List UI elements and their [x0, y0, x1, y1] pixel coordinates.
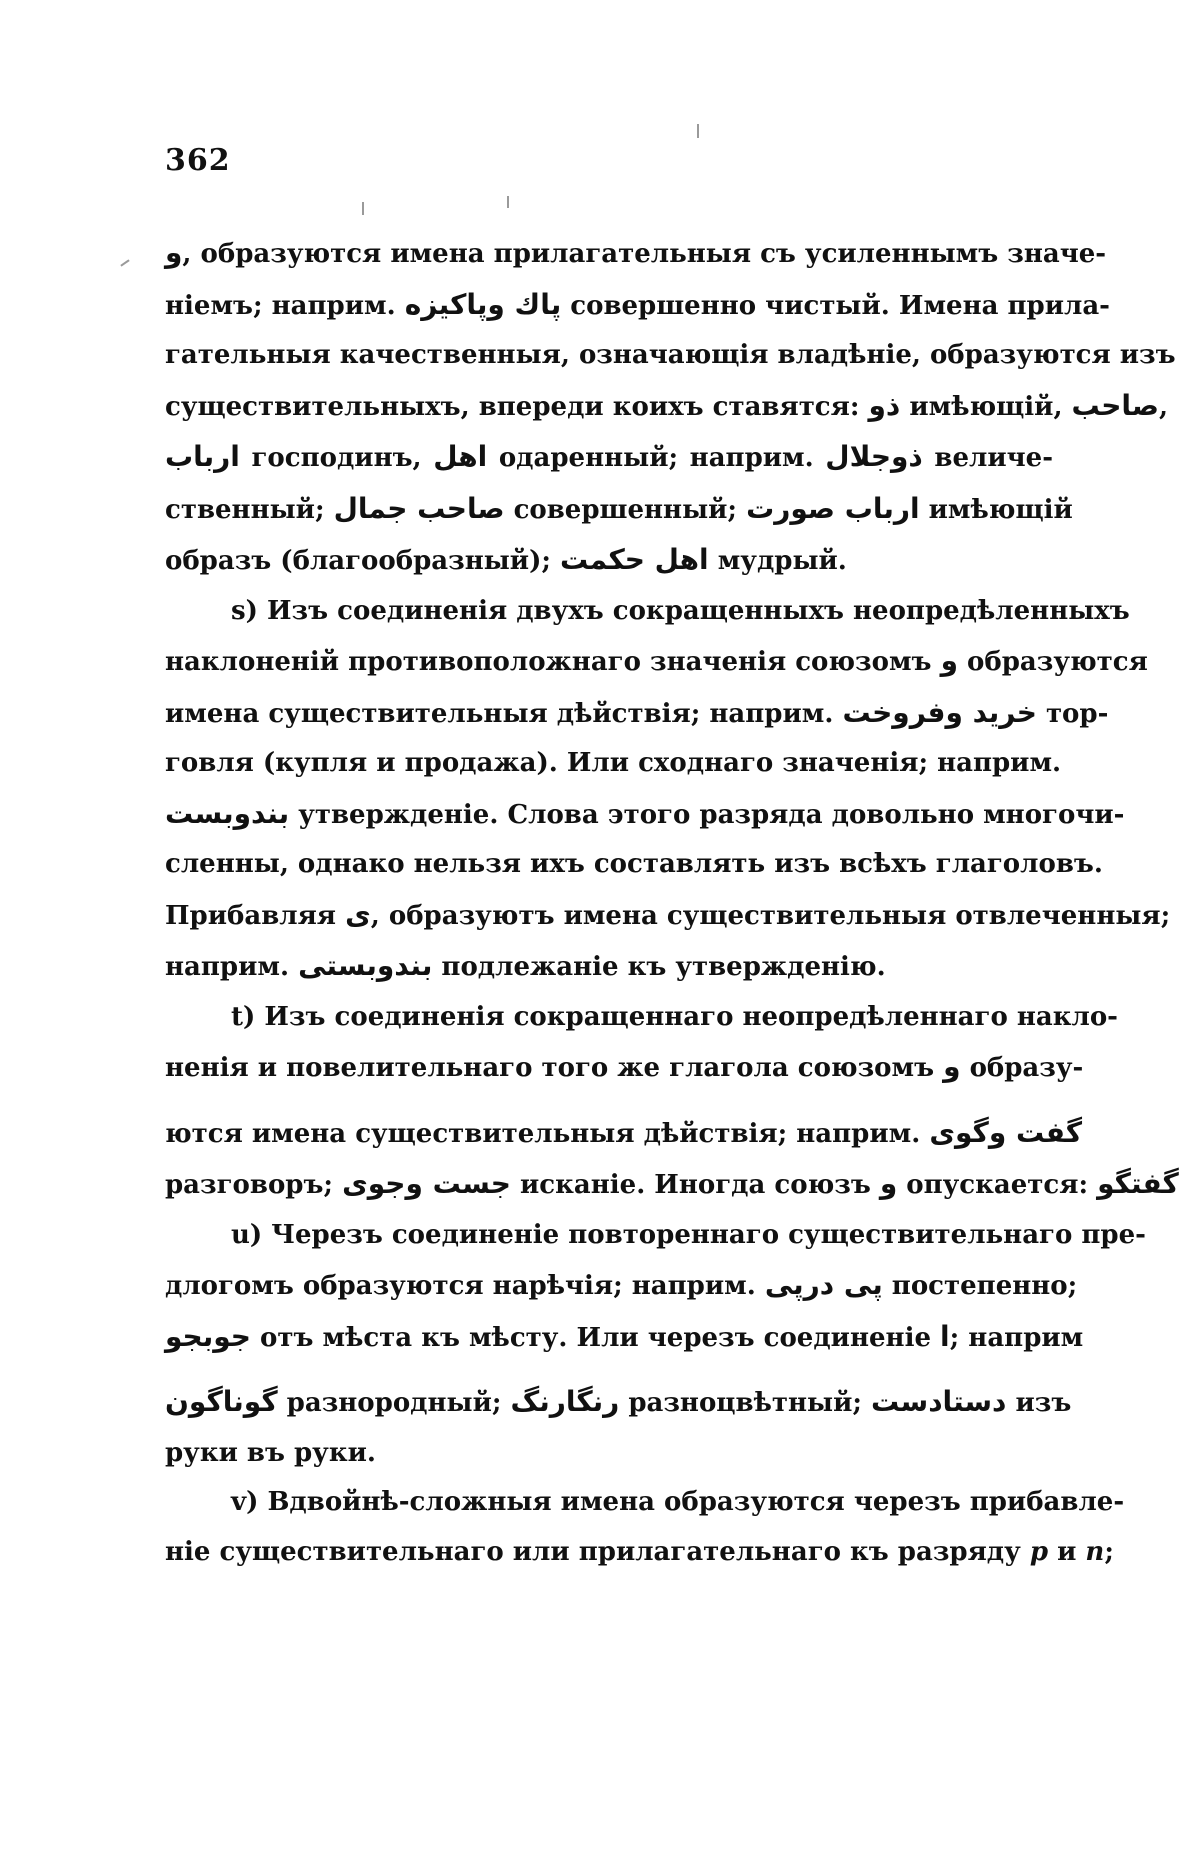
arabic-word: رنگارنگ: [510, 1385, 620, 1418]
scan-mark: [697, 124, 699, 138]
text-segment: образу-: [960, 1053, 1084, 1083]
arabic-word: خريد وفروخت: [842, 695, 1037, 729]
text-line: [165, 941, 1053, 993]
text-segment: и: [1048, 1536, 1086, 1567]
arabic-word: ذو: [868, 388, 901, 422]
text-segment: v) Вдвойнѣ-сложныя имена образуются черезъ прибавле-: [231, 1487, 1125, 1517]
arabic-word: اهل حكمت: [560, 543, 709, 576]
text-line: [165, 1042, 1084, 1094]
text-line: [165, 1159, 1179, 1211]
text-segment: говля (купля и продажа). Или сходнаго значенія; наприм.: [165, 748, 1062, 778]
text-segment: имена существительныя дѣйствія; наприм.: [165, 698, 843, 729]
arabic-word: و: [943, 1050, 961, 1083]
text-line: [165, 688, 1109, 740]
text-segment: ; наприм: [949, 1322, 1084, 1353]
arabic-word: صاحب جمال: [333, 491, 505, 525]
text-line: [165, 993, 1118, 1043]
text-line: [165, 535, 1053, 587]
text-line: [165, 1211, 1146, 1261]
text-line: [165, 228, 1107, 280]
text-segment: наприм.: [165, 952, 299, 982]
arabic-word: دستادست: [871, 1385, 1007, 1418]
arabic-word: و: [940, 644, 958, 677]
text-segment: , образуются имена прилагательныя съ усиленнымъ значе-: [182, 239, 1107, 269]
arabic-word: گفتگو: [1097, 1167, 1179, 1200]
text-segment: Прибавляя: [165, 900, 346, 931]
scan-mark: [362, 202, 364, 215]
text-segment: p: [1029, 1536, 1049, 1567]
text-line: [165, 1528, 1114, 1578]
text-segment: разноцвѣтный;: [619, 1388, 872, 1418]
text-segment: s) Изъ соединенія двухъ сокращенныхъ неопредѣленныхъ: [231, 595, 1130, 626]
text-segment: совершенный;: [504, 494, 747, 525]
text-segment: руки въ руки.: [165, 1437, 376, 1468]
text-line: [165, 739, 1062, 789]
arabic-word: بندوبستى: [298, 949, 433, 982]
text-segment: образъ (благообразный);: [165, 546, 561, 576]
scan-mark: [507, 196, 509, 208]
text-segment: господинъ,: [239, 443, 434, 473]
text-line: [165, 636, 1148, 688]
arabic-word: اهل: [433, 440, 488, 473]
arabic-word: گوناگون: [165, 1385, 278, 1418]
text-segment: изъ: [1006, 1388, 1072, 1418]
text-line: [165, 1312, 1084, 1364]
text-segment: тор-: [1036, 698, 1109, 729]
arabic-word: ارباب: [165, 440, 240, 473]
text-line: [165, 1478, 1125, 1528]
text-segment: наклоненій противоположнаго значенія союзомъ: [165, 647, 941, 677]
text-segment: разговоръ;: [165, 1170, 343, 1200]
text-segment: величе-: [922, 443, 1053, 473]
text-segment: исканіе. Иногда союзъ: [510, 1170, 880, 1200]
text-segment: ніе существительнаго или прилагательнаго къ разряду: [165, 1536, 1030, 1567]
text-segment: постепенно;: [882, 1271, 1078, 1301]
text-segment: совершенно чистый. Имена прила-: [561, 290, 1110, 321]
text-segment: u) Черезъ соединеніе повтореннаго существительнаго пре-: [231, 1219, 1146, 1250]
text-line: [165, 789, 1125, 841]
text-segment: сленны, однако нельзя ихъ составлять изъ всѣхъ глаголовъ.: [165, 849, 1103, 879]
text-segment: имѣющій,: [900, 391, 1072, 422]
text-segment: длогомъ образуются нарѣчія; наприм.: [165, 1271, 765, 1301]
text-segment: утвержденіе. Слова этого разряда довольно многочи-: [289, 799, 1125, 830]
text-line: [165, 1094, 1083, 1160]
arabic-word: پاك وپاكيزه: [404, 287, 562, 321]
arabic-word: ذوجلال: [825, 440, 923, 473]
text-segment: ются имена существительныя дѣйствія; наприм.: [165, 1118, 930, 1149]
arabic-word: و: [879, 1167, 898, 1200]
text-segment: образуются: [957, 647, 1148, 677]
arabic-word: جست وجوى: [342, 1167, 511, 1200]
text-segment: ственный;: [165, 494, 334, 525]
arabic-word: بندوبست: [165, 796, 290, 830]
text-line: [165, 1363, 1072, 1429]
text-segment: n: [1085, 1536, 1105, 1567]
text-line: [165, 587, 1130, 637]
body-text: [165, 228, 1179, 1577]
text-segment: имѣющій: [919, 494, 1073, 525]
text-segment: подлежаніе къ утвержденію.: [432, 952, 886, 982]
text-segment: опускается:: [897, 1170, 1098, 1200]
text-segment: t) Изъ соединенія сокращеннаго неопредѣленнаго накло-: [231, 1001, 1118, 1032]
text-line: [165, 432, 1053, 484]
text-segment: одаренный; наприм.: [487, 443, 826, 473]
scan-mark: [120, 259, 129, 266]
arabic-word: گفت وگوى: [929, 1115, 1083, 1149]
text-segment: гательныя качественныя, означающія владѣніе, образуются изъ: [165, 340, 1176, 370]
text-line: [165, 890, 1171, 942]
text-segment: ніемъ; наприм.: [165, 290, 405, 321]
text-segment: , образуютъ имена существительныя отвлеченныя;: [370, 900, 1171, 931]
arabic-word: صاحب: [1071, 388, 1159, 422]
text-segment: разнородный;: [277, 1388, 511, 1418]
text-line: [165, 1260, 1078, 1312]
arabic-word: ارباب صورت: [746, 491, 920, 525]
text-segment: ;: [1104, 1536, 1114, 1567]
arabic-word: ا: [940, 1319, 950, 1353]
arabic-word: پى درپى: [764, 1268, 883, 1301]
text-line: [165, 331, 1176, 381]
text-segment: ,: [1158, 391, 1168, 422]
text-line: [165, 840, 1103, 890]
text-line: [165, 381, 1168, 433]
text-segment: ненія и повелительнаго того же глагола союзомъ: [165, 1053, 944, 1083]
arabic-word: جوبجو: [165, 1319, 251, 1353]
text-segment: существительныхъ, впереди коихъ ставятся:: [165, 391, 869, 422]
text-line: [165, 1429, 1053, 1479]
page-number: 362: [165, 143, 231, 178]
text-line: [165, 280, 1110, 332]
arabic-word: ى: [345, 897, 371, 931]
arabic-word: و: [165, 236, 183, 269]
text-segment: мудрый.: [708, 546, 847, 576]
text-line: [165, 484, 1073, 536]
text-segment: отъ мѣста къ мѣсту. Или черезъ соединеніе: [250, 1322, 941, 1353]
